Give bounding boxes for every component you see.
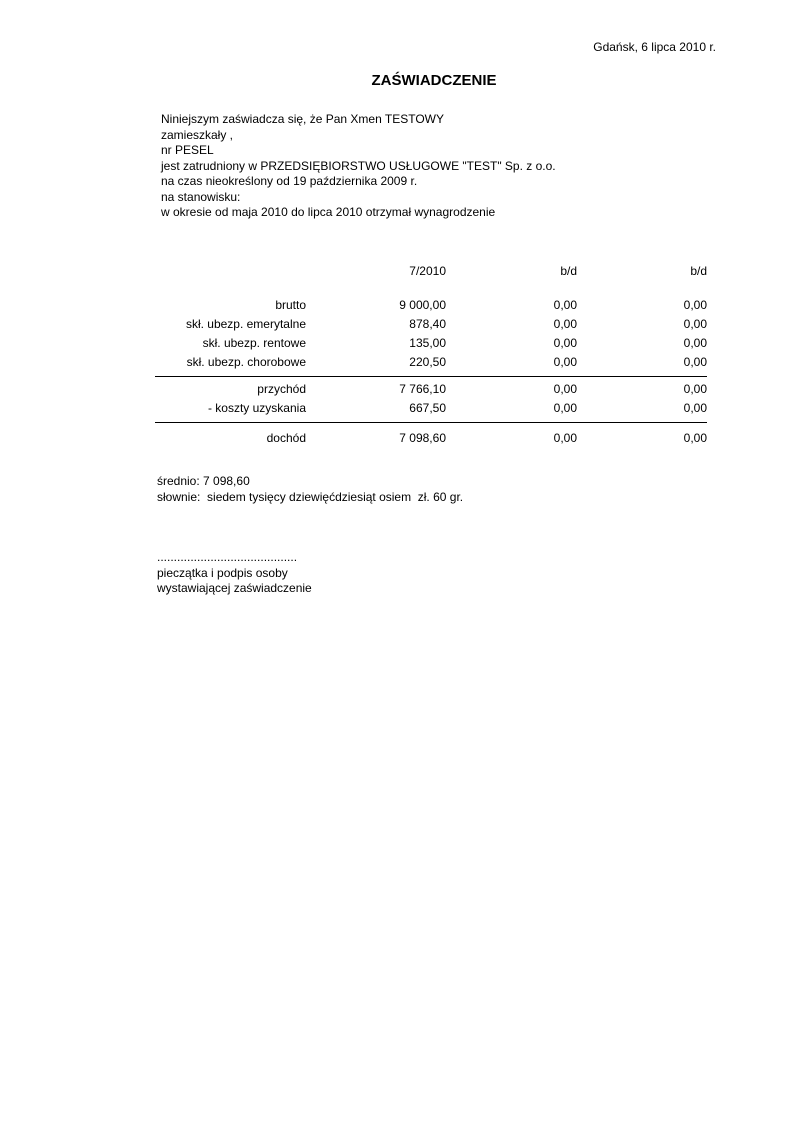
signature-block [157, 550, 312, 597]
cell-value: 667,50 [409, 401, 446, 415]
intro-line: na czas nieokreślony od 19 października 2009 r. [161, 174, 418, 188]
table-row [155, 399, 707, 418]
cell-value: 7 766,10 [399, 382, 446, 396]
signature-caption: pieczątka i podpis osoby [157, 565, 288, 580]
cell-value: 0,00 [683, 298, 707, 312]
cell-value: 135,00 [409, 336, 446, 350]
cell-value: 0,00 [553, 401, 577, 415]
cell-value: 9 000,00 [399, 298, 446, 312]
cell-value: 0,00 [553, 336, 577, 350]
row-label: skł. ubezp. emerytalne [185, 317, 306, 331]
intro-line: nr PESEL [161, 143, 214, 157]
summary-block [157, 474, 463, 505]
cell-value: 7 098,60 [399, 431, 446, 445]
cell-value: 0,00 [553, 298, 577, 312]
column-header: b/d [690, 264, 707, 278]
table-row [155, 353, 707, 372]
row-label: skł. ubezp. chorobowe [186, 355, 306, 369]
cell-value: 0,00 [683, 382, 707, 396]
cell-value: 0,00 [683, 317, 707, 331]
column-header: 7/2010 [409, 264, 446, 278]
cell-value: 0,00 [683, 431, 707, 445]
table-row [155, 334, 707, 353]
row-label: brutto [275, 298, 306, 312]
place-date: Gdańsk, 6 lipca 2010 r. [593, 40, 716, 54]
table-row [155, 380, 707, 399]
row-label: dochód [266, 431, 306, 445]
cell-value: 0,00 [553, 355, 577, 369]
cell-value: 878,40 [409, 317, 446, 331]
intro-line: na stanowisku: [161, 189, 241, 204]
row-label: skł. ubezp. rentowe [202, 336, 306, 350]
intro-paragraph [161, 112, 556, 221]
cell-value: 0,00 [683, 401, 707, 415]
table-row [155, 296, 707, 315]
intro-line: w okresie od maja 2010 do lipca 2010 otrzymał wynagrodzenie [161, 205, 496, 219]
intro-line: jest zatrudniony w PRZEDSIĘBIORSTWO USŁUGOWE "TEST" Sp. z o.o. [161, 158, 556, 173]
document-title: ZAŚWIADCZENIE [371, 72, 497, 89]
table-row [155, 315, 707, 334]
amount-in-words: słownie: siedem tysięcy dziewięćdziesiąt osiem zł. 60 gr. [157, 489, 464, 504]
cell-value: 0,00 [683, 355, 707, 369]
signature-caption: wystawiającej zaświadczenie [157, 581, 312, 595]
column-header: b/d [560, 264, 577, 278]
cell-value: 0,00 [553, 431, 577, 445]
row-label: - koszty uzyskania [207, 401, 306, 415]
cell-value: 0,00 [553, 382, 577, 396]
cell-value: 0,00 [553, 317, 577, 331]
intro-line: zamieszkały , [161, 127, 234, 142]
table-row [155, 429, 707, 448]
cell-value: 0,00 [683, 336, 707, 350]
signature-dotted-line: .......................................... [157, 550, 298, 564]
intro-line: Niniejszym zaświadcza się, że Pan Xmen TESTOWY [161, 112, 444, 126]
average-text: średnio: 7 098,60 [157, 474, 250, 488]
table-header-row [155, 262, 707, 281]
salary-table [155, 262, 707, 448]
row-label: przychód [257, 382, 306, 396]
cell-value: 220,50 [409, 355, 446, 369]
